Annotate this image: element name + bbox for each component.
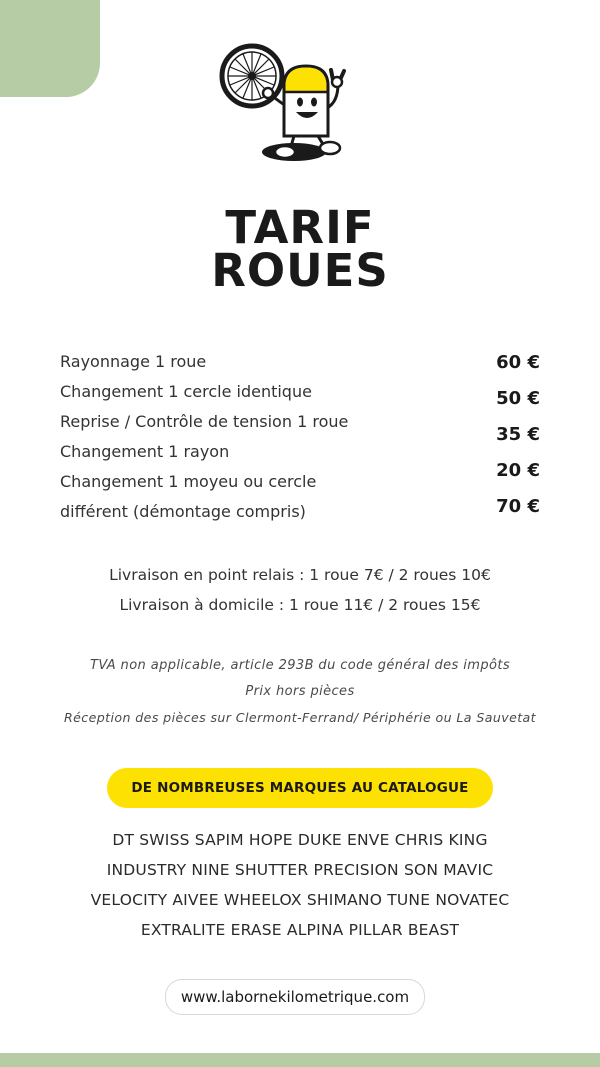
brand-list-line: VELOCITY AIVEE WHEELOX SHIMANO TUNE NOVATEC [90, 891, 510, 909]
corner-decoration [0, 0, 100, 97]
delivery-home: Livraison à domicile : 1 roue 11€ / 2 roues 15€ [119, 596, 481, 614]
website-link[interactable]: www.labornekilometrique.com [165, 979, 425, 1015]
bottom-decoration [0, 1053, 600, 1067]
brand-list-line: DT SWISS SAPIM HOPE DUKE ENVE CHRIS KING [112, 831, 488, 849]
catalogue-button[interactable]: DE NOMBREUSES MARQUES AU CATALOGUE [107, 768, 493, 808]
service-item: Changement 1 moyeu ou cercle [60, 472, 317, 491]
service-item: Reprise / Contrôle de tension 1 roue [60, 412, 349, 431]
parts-note: Prix hors pièces [245, 684, 355, 699]
wheel-mascot-icon [214, 36, 364, 168]
tva-note: TVA non applicable, article 293B du code général des impôts [89, 658, 510, 673]
price-value: 20 € [496, 460, 540, 481]
service-item: Changement 1 cercle identique [60, 382, 312, 401]
price-value: 50 € [496, 388, 540, 409]
price-value: 70 € [496, 496, 540, 517]
reception-note: Réception des pièces sur Clermont-Ferrand/ Périphérie ou La Sauvetat [63, 710, 537, 725]
service-item: différent (démontage compris) [60, 502, 306, 521]
page-title-line1: TARIF [225, 201, 375, 254]
brand-list-line: INDUSTRY NINE SHUTTER PRECISION SON MAVIC [106, 861, 494, 879]
price-value: 60 € [496, 352, 540, 373]
brand-list-line: EXTRALITE ERASE ALPINA PILLAR BEAST [140, 921, 460, 939]
delivery-relay: Livraison en point relais : 1 roue 7€ / 2 roues 10€ [109, 566, 491, 584]
service-item: Changement 1 rayon [60, 442, 230, 461]
page-title-line2: ROUES [211, 244, 389, 297]
price-value: 35 € [496, 424, 540, 445]
service-item: Rayonnage 1 roue [60, 352, 207, 371]
